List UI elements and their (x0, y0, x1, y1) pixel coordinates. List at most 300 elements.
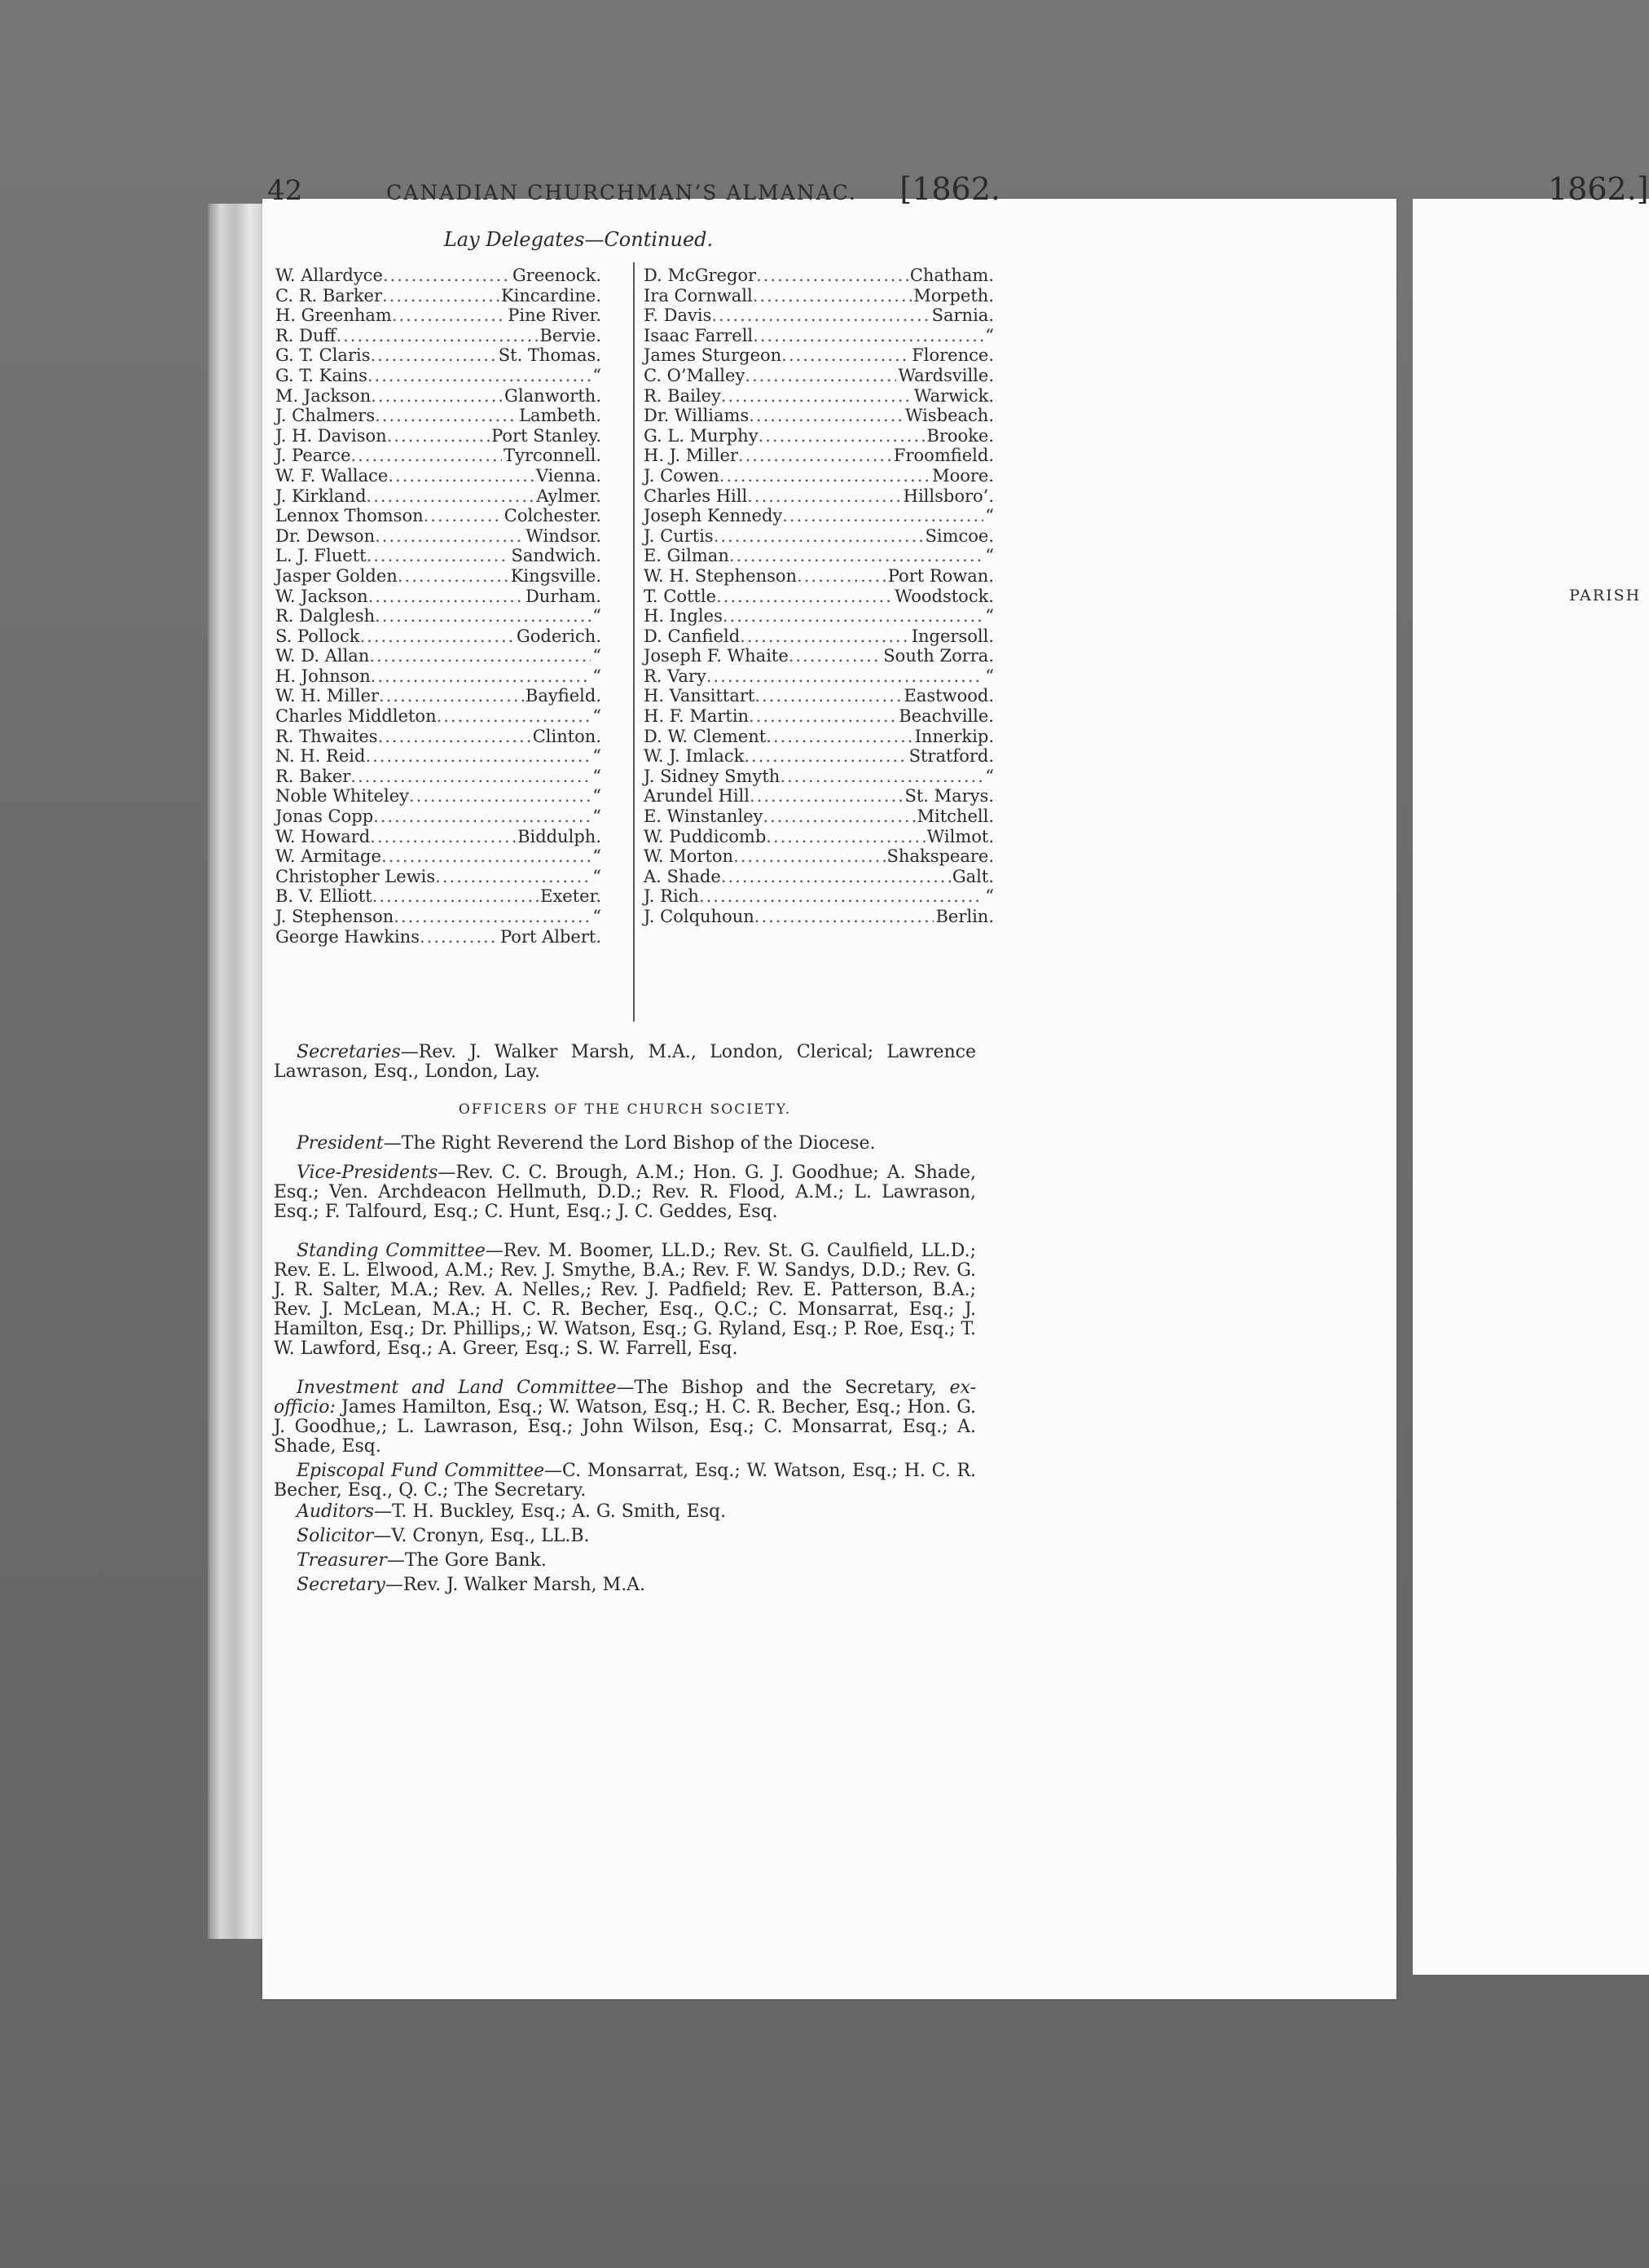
delegate-name: W. D. Allan (275, 646, 370, 666)
delegate-row (275, 426, 601, 446)
delegate-row (644, 786, 994, 807)
leader-dots (738, 446, 892, 466)
delegate-place: Brooke. (926, 425, 994, 446)
leader-dots (759, 426, 926, 446)
leader-dots (747, 486, 901, 507)
delegate-name: W. F. Wallace (275, 465, 389, 486)
right-page-year: 1862.] (1548, 171, 1649, 207)
delegate-row (275, 827, 601, 847)
leader-dots (336, 326, 538, 346)
delegate-row (644, 827, 994, 847)
delegate-name: Joseph F. Whaite (644, 646, 789, 666)
leader-dots (375, 406, 517, 426)
delegate-place: Lambeth. (519, 406, 601, 426)
delegate-row (644, 686, 994, 706)
delegate-name: George Hawkins (275, 926, 420, 947)
delegate-place: “ (592, 907, 601, 926)
delegate-place: “ (592, 646, 601, 666)
episcopal-fund-label: Episcopal Fund Committee (297, 1461, 545, 1481)
leader-dots (375, 606, 591, 626)
delegate-place: Glanworth. (504, 385, 601, 406)
page-number: 42 (267, 174, 303, 207)
delegate-row (275, 526, 601, 547)
leader-dots (371, 386, 503, 407)
delegate-place: Chatham. (909, 266, 994, 285)
delegate-row (275, 706, 601, 727)
delegate-place: Wilmot. (926, 826, 994, 846)
delegate-place: Windsor. (525, 525, 601, 546)
delegate-name: F. Davis (644, 305, 712, 326)
delegate-row (275, 366, 601, 386)
leader-dots (797, 566, 886, 587)
delegate-name: N. H. Reid (275, 746, 366, 767)
leader-dots (753, 326, 983, 346)
delegate-row (644, 587, 994, 607)
delegate-row (644, 727, 994, 747)
delegate-row (644, 286, 994, 306)
leader-dots (780, 767, 983, 787)
leader-dots (740, 626, 910, 647)
delegate-name: H. Johnson (275, 666, 371, 686)
vice-presidents-text: —Rev. C. C. Brough, A.M.; Hon. G. J. Goodhue; A. Shade, Esq.; Ven. Archdeacon Hellmuth, D.D.; Rev. R. Flood, A.M.; L. Lawrason, Esq.; F. Talfourd, Esq.; C. Hunt, Esq.; J. C. Geddes, Esq. (274, 1163, 976, 1222)
delegate-name: Arundel Hill (644, 786, 750, 807)
delegate-place: Kingsville. (510, 565, 601, 586)
delegate-place: St. Thomas. (498, 345, 601, 366)
leader-dots (714, 526, 924, 547)
leader-dots (781, 345, 910, 366)
delegate-name: S. Pollock (275, 626, 360, 646)
delegate-place: Aylmer. (536, 486, 601, 506)
delegate-place: Moore. (932, 465, 994, 486)
leader-dots (378, 727, 531, 747)
president-label: President (297, 1133, 384, 1154)
delegate-row (644, 446, 994, 466)
delegate-place: Bervie. (539, 325, 601, 345)
secretary-text: —Rev. J. Walker Marsh, M.A. (385, 1575, 646, 1595)
delegate-name: H. Vansittart (644, 686, 755, 706)
right-page-parish-heading: PARISH (1569, 587, 1642, 604)
delegate-place: Wardsville. (898, 365, 994, 385)
leader-dots (383, 266, 511, 286)
delegate-place: Port Albert. (500, 926, 601, 947)
standing-committee-paragraph (274, 1242, 976, 1359)
delegate-row (644, 366, 994, 386)
delegate-row (275, 686, 601, 706)
column-divider (633, 262, 635, 1022)
delegate-row (644, 486, 994, 507)
delegate-name: J. Chalmers (275, 406, 376, 426)
delegate-place: “ (592, 606, 601, 626)
delegate-place: Beachville. (899, 706, 994, 727)
solicitor-label: Solicitor (297, 1526, 374, 1546)
delegate-place: Bayfield. (525, 686, 601, 706)
delegate-row (644, 767, 994, 787)
leader-dots (381, 846, 591, 867)
investment-committee-paragraph (274, 1378, 976, 1457)
delegate-row (644, 466, 994, 486)
delegate-name: W. Allardyce (275, 266, 383, 285)
president-paragraph (274, 1134, 976, 1154)
secretaries-text: —Rev. J. Walker Marsh, M.A., London, Clerical; Lawrence Lawrason, Esq., London, Lay. (274, 1042, 976, 1082)
delegate-place: “ (592, 846, 601, 867)
secretary-line (274, 1576, 999, 1595)
treasurer-line (274, 1551, 999, 1571)
episcopal-fund-paragraph (274, 1461, 976, 1501)
auditors-line (274, 1502, 999, 1522)
delegate-name: A. Shade (644, 866, 721, 886)
investment-committee-label: Investment and Land Committee (297, 1378, 617, 1398)
delegate-name: H. J. Miller (644, 446, 738, 466)
delegate-name: Jonas Copp (275, 807, 374, 827)
delegate-place: “ (985, 886, 994, 907)
delegate-place: “ (985, 666, 994, 686)
ex-officio-label: ex-officio: (274, 1378, 977, 1418)
delegate-place: Vienna. (535, 465, 601, 486)
leader-dots (721, 867, 951, 887)
delegate-place: Froomfield. (893, 446, 994, 466)
delegate-place: Sandwich. (511, 546, 601, 566)
leader-dots (754, 686, 902, 706)
delegate-row (275, 626, 601, 647)
delegate-row (275, 867, 601, 887)
delegate-name: H. Ingles (644, 606, 723, 626)
delegate-row (275, 406, 601, 426)
delegate-row (644, 706, 994, 727)
delegate-place: “ (985, 325, 994, 345)
leader-dots (367, 546, 510, 566)
leader-dots (409, 786, 591, 807)
delegate-place: “ (592, 365, 601, 385)
delegate-row (275, 786, 601, 807)
delegate-name: R. Thwaites (275, 726, 378, 746)
auditors-text: —T. H. Buckley, Esq.; A. G. Smith, Esq. (374, 1501, 727, 1522)
delegate-name: W. Morton (644, 846, 734, 867)
delegate-name: G. T. Claris (275, 345, 371, 366)
delegate-place: “ (985, 506, 994, 526)
delegate-row (644, 506, 994, 526)
delegate-place: Galt. (952, 866, 994, 886)
delegate-place: “ (985, 766, 994, 786)
delegate-row (644, 566, 994, 587)
delegate-place: “ (592, 706, 601, 727)
delegate-row (644, 907, 994, 927)
delegate-name: C. O’Malley (644, 365, 745, 385)
delegate-place: “ (592, 807, 601, 827)
delegate-name: J. Rich (644, 886, 699, 907)
treasurer-text: —The Gore Bank. (386, 1550, 547, 1571)
delegate-row (644, 846, 994, 867)
leader-dots (398, 566, 509, 587)
auditors-label: Auditors (297, 1501, 375, 1522)
delegate-name: W. J. Imlack (644, 746, 745, 767)
delegate-place: Biddulph. (517, 826, 601, 846)
delegate-row (275, 266, 601, 286)
leader-dots (370, 345, 496, 366)
delegate-name: Isaac Farrell (644, 325, 754, 345)
delegates-right-column (644, 266, 1043, 927)
delegate-place: South Zorra. (883, 646, 994, 666)
delegate-name: J. Pearce (275, 446, 351, 466)
delegate-row (644, 867, 994, 887)
delegate-row (275, 305, 601, 326)
leader-dots (754, 907, 934, 927)
delegate-place: Exeter. (540, 886, 601, 907)
delegate-row (644, 886, 994, 907)
delegate-place: Mitchell. (917, 807, 994, 827)
delegate-place: Port Rowan. (887, 565, 994, 586)
delegate-place: Hillsboro’. (903, 486, 994, 506)
delegate-place: Ingersoll. (911, 626, 994, 646)
delegate-row (275, 466, 601, 486)
delegate-name: J. Colquhoun (644, 907, 754, 926)
delegate-place: Port Stanley. (491, 425, 601, 446)
leader-dots (373, 807, 591, 827)
leader-dots (435, 867, 591, 887)
delegate-row (275, 345, 601, 366)
delegate-row (644, 646, 994, 666)
delegate-row (275, 767, 601, 787)
delegate-place: Pine River. (508, 305, 601, 326)
delegate-name: R. Duff (275, 325, 336, 345)
delegate-name: J. Kirkland (275, 486, 367, 506)
leader-dots (371, 666, 591, 687)
leader-dots (749, 706, 897, 727)
delegate-name: W. H. Miller (275, 686, 380, 706)
delegate-name: J. Cowen (644, 465, 719, 486)
delegate-row (275, 886, 601, 907)
leader-dots (750, 786, 903, 807)
delegate-row (644, 345, 994, 366)
delegate-row (644, 526, 994, 547)
delegate-place: Eastwood. (904, 686, 994, 706)
treasurer-label: Treasurer (297, 1550, 387, 1571)
header-year: [1862. (899, 171, 1000, 207)
delegate-place: Sarnia. (931, 305, 994, 326)
delegate-place: Florence. (912, 345, 994, 366)
leader-dots (375, 526, 524, 547)
delegate-name: W. Armitage (275, 846, 381, 867)
delegate-name: Jasper Golden (275, 565, 398, 586)
leader-dots (424, 506, 503, 526)
leader-dots (789, 646, 882, 666)
almanac-title: CANADIAN CHURCHMAN’S ALMANAC. (386, 181, 857, 204)
solicitor-text: —V. Cronyn, Esq., LL.B. (373, 1526, 590, 1546)
delegate-name: W. Puddicomb (644, 826, 767, 846)
delegate-place: Clinton. (532, 726, 601, 746)
delegate-name: Lennox Thomson (275, 506, 424, 526)
delegate-name: L. J. Fluett (275, 546, 367, 566)
delegate-place: “ (985, 546, 994, 566)
investment-committee-text: —The Bishop and the Secretary, (616, 1378, 950, 1398)
delegate-name: T. Cottle (644, 586, 717, 606)
leader-dots (699, 886, 983, 907)
leader-dots (721, 386, 912, 407)
delegate-place: Wisbeach. (904, 406, 994, 426)
episcopal-fund-text: —C. Monsarrat, Esq.; W. Watson, Esq.; H. C. R. Becher, Esq., Q. C.; The Secretary. (274, 1461, 977, 1501)
leader-dots (782, 506, 983, 526)
leader-dots (753, 286, 912, 306)
vice-presidents-paragraph (274, 1163, 976, 1222)
leader-dots (766, 827, 925, 847)
leader-dots (729, 546, 983, 566)
leader-dots (437, 706, 591, 727)
delegate-row (275, 587, 601, 607)
delegate-name: Ira Cornwall (644, 285, 753, 305)
delegate-place: Warwick. (913, 385, 994, 406)
delegate-name: J. H. Davison (275, 425, 387, 446)
delegate-name: Christopher Lewis (275, 866, 436, 886)
delegate-name: R. Dalglesh (275, 606, 376, 626)
leader-dots (351, 446, 503, 466)
delegate-name: J. Curtis (644, 525, 714, 546)
delegate-name: Charles Middleton (275, 706, 437, 727)
delegate-name: M. Jackson (275, 385, 372, 406)
delegate-row (644, 626, 994, 647)
investment-committee-members: James Hamilton, Esq.; W. Watson, Esq.; H. C. R. Becher, Esq.; Hon. G. J. Goodhue,; L. Lawrason, Esq.; John Wilson, Esq.; C. Monsarrat, Esq.; A. Shade, Esq. (274, 1397, 976, 1457)
leader-dots (365, 746, 591, 767)
standing-committee-label: Standing Committee (297, 1241, 486, 1261)
delegate-row (275, 846, 601, 867)
officers-heading: OFFICERS OF THE CHURCH SOCIETY. (458, 1101, 792, 1118)
delegate-row (275, 506, 601, 526)
delegate-row (275, 566, 601, 587)
delegate-name: G. T. Kains (275, 365, 367, 385)
delegate-row (644, 406, 994, 426)
delegate-row (644, 546, 994, 566)
delegate-row (275, 286, 601, 306)
delegate-name: Joseph Kennedy (644, 506, 783, 526)
delegate-row (275, 646, 601, 666)
leader-dots (387, 426, 490, 446)
delegate-row (275, 746, 601, 767)
delegate-place: Shakspeare. (886, 846, 994, 867)
leader-dots (420, 927, 499, 947)
leader-dots (711, 305, 930, 326)
leader-dots (733, 846, 885, 867)
delegate-row (644, 305, 994, 326)
leader-dots (716, 587, 893, 607)
delegate-row (275, 386, 601, 407)
delegate-name: Charles Hill (644, 486, 748, 506)
delegate-row (644, 666, 994, 687)
delegate-name: E. Gilman (644, 546, 729, 566)
delegate-row (275, 326, 601, 346)
leader-dots (745, 366, 896, 386)
delegate-row (275, 727, 601, 747)
running-head (267, 171, 1000, 220)
right-page (1413, 199, 1649, 1975)
secretaries-paragraph (274, 1043, 976, 1082)
delegate-name: R. Bailey (644, 385, 721, 406)
president-text: —The Right Reverend the Lord Bishop of the Diocese. (383, 1133, 876, 1154)
leader-dots (388, 466, 534, 486)
delegate-name: J. Sidney Smyth (644, 766, 781, 786)
delegates-left-column (275, 266, 658, 947)
leader-dots (756, 266, 908, 286)
delegate-name: E. Winstanley (644, 807, 763, 827)
delegate-name: W. Howard (275, 826, 371, 846)
leader-dots (372, 886, 539, 907)
delegate-name: C. R. Barker (275, 285, 383, 305)
delegate-place: Durham. (525, 586, 601, 606)
leader-dots (723, 606, 983, 626)
delegate-row (275, 486, 601, 507)
delegate-name: D. W. Clement (644, 726, 767, 746)
delegate-place: Morpeth. (913, 285, 994, 305)
delegate-row (275, 807, 601, 827)
delegate-row (275, 606, 601, 626)
delegate-place: Kincardine. (500, 285, 601, 305)
delegate-name: R. Baker (275, 766, 351, 786)
delegate-name: W. H. Stephenson (644, 565, 798, 586)
delegate-row (644, 606, 994, 626)
delegate-name: J. Stephenson (275, 907, 394, 926)
delegate-place: “ (985, 606, 994, 626)
leader-dots (394, 907, 591, 927)
delegate-place: “ (592, 786, 601, 807)
leader-dots (744, 746, 907, 767)
standing-committee-text: —Rev. M. Boomer, LL.D.; Rev. St. G. Caulfield, LL.D.; Rev. E. L. Elwood, A.M.; Rev. J. Smythe, B.A.; Rev. F. W. Sandys, D.D.; Rev. G. J. R. Salter, M.A.; Rev. A. Nelles,; Rev. J. Padfield; Rev. E. Patterson, B.A.; Rev. J. McLean, M.A.; H. C. R. Becher, Esq., Q.C.; C. Monsarrat, Esq.; J. Hamilton, Esq.; Dr. Phillips,; W. Watson, Esq.; G. Ryland, Esq.; P. Roe, Esq.; T. W. Lawford, Esq.; A. Greer, Esq.; S. W. Farrell, Esq. (274, 1241, 977, 1359)
delegate-name: H. F. Martin (644, 706, 750, 727)
delegate-place: St. Marys. (904, 786, 994, 807)
delegate-name: D. McGregor (644, 266, 757, 285)
delegate-place: “ (592, 746, 601, 767)
book-page-edges (208, 204, 266, 1939)
delegate-row (275, 666, 601, 687)
delegate-place: “ (592, 666, 601, 686)
delegate-row (275, 546, 601, 566)
delegate-name: D. Canfield (644, 626, 741, 646)
delegate-name: W. Jackson (275, 586, 368, 606)
delegate-row (644, 386, 994, 407)
leader-dots (706, 666, 983, 687)
delegate-place: Tyrconnell. (503, 446, 601, 466)
delegate-row (644, 746, 994, 767)
leader-dots (367, 366, 591, 386)
delegate-row (275, 907, 601, 927)
leader-dots (350, 767, 591, 787)
leader-dots (749, 406, 904, 426)
section-heading: Lay Delegates—Continued. (443, 228, 714, 251)
delegate-place: Berlin. (935, 907, 994, 926)
delegate-row (275, 446, 601, 466)
leader-dots (370, 827, 516, 847)
delegate-place: Woodstock. (895, 586, 994, 606)
delegate-place: Innerkip. (914, 726, 994, 746)
delegate-name: R. Vary (644, 666, 706, 686)
delegate-name: B. V. Elliott (275, 886, 372, 907)
delegate-place: “ (592, 866, 601, 886)
delegate-row (644, 426, 994, 446)
delegate-name: James Sturgeon (644, 345, 782, 366)
delegate-row (644, 807, 994, 827)
delegate-name: Noble Whiteley (275, 786, 409, 807)
delegate-place: Simcoe. (925, 525, 994, 546)
leader-dots (368, 587, 524, 607)
leader-dots (359, 626, 515, 647)
secretaries-label: Secretaries (297, 1042, 401, 1062)
leader-dots (369, 646, 591, 666)
delegate-place: Goderich. (516, 626, 601, 646)
delegate-name: G. L. Murphy (644, 425, 759, 446)
leader-dots (392, 305, 506, 326)
solicitor-line (274, 1527, 999, 1546)
leader-dots (766, 727, 912, 747)
vice-presidents-label: Vice-Presidents (297, 1163, 438, 1183)
delegate-row (275, 927, 601, 947)
delegate-row (644, 326, 994, 346)
delegate-place: Greenock. (512, 266, 601, 285)
